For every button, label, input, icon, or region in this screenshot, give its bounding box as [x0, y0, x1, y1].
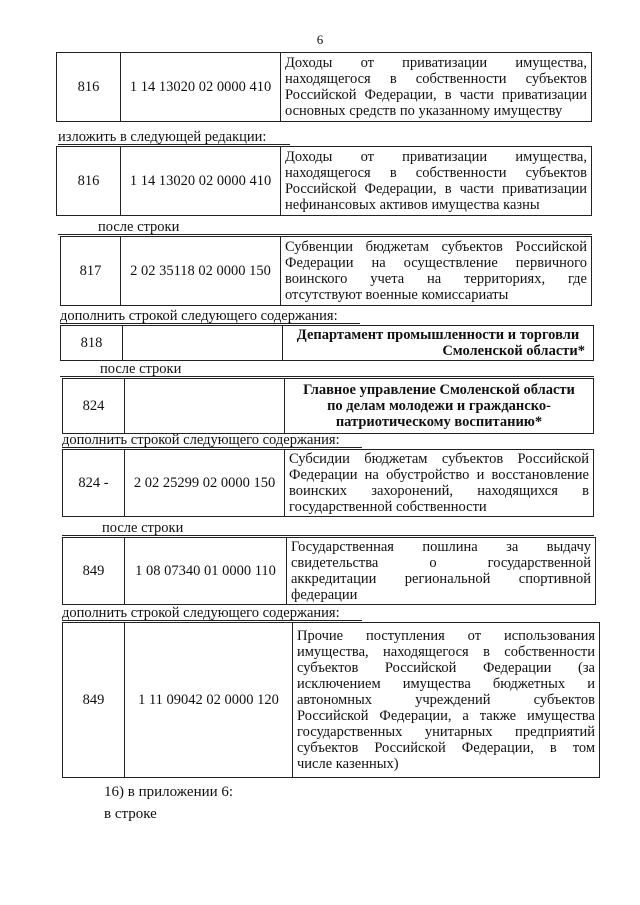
row-number: 817 [61, 237, 121, 306]
row-description [285, 450, 594, 517]
budget-code: 1 14 13020 02 0000 410 [121, 53, 281, 122]
description-line: государственных унитарных предприятий [297, 724, 595, 740]
row-number: 849 [63, 623, 125, 778]
heading-line: Департамент промышленности и торговли [296, 327, 580, 343]
description-line: числе казенных) [297, 756, 399, 772]
budget-code: 2 02 25299 02 0000 150 [125, 450, 285, 517]
description-line: субъектов Российской Федерации, в том [297, 740, 595, 756]
row-number: 824 - [63, 450, 125, 517]
budget-code [125, 379, 285, 434]
description-line: свидетельства о государственной [291, 555, 591, 571]
row-description [281, 237, 592, 306]
description-line: аккредитации региональной спортивной [291, 571, 591, 587]
description-line: федерации [291, 587, 358, 603]
table-row [56, 146, 592, 216]
instruction-text: дополнить строкой следующего содержания: [62, 432, 340, 448]
row-number: 816 [57, 53, 121, 122]
description-line: Доходы от приватизации имущества, [285, 55, 587, 71]
description-line: Федерации на обустройство и восстановление [289, 467, 589, 483]
description-line: исключением имущества бюджетных и [297, 676, 595, 692]
description-line: воинского учета на территориях, где [285, 271, 587, 287]
page-number: 6 [316, 32, 324, 47]
table-row [62, 449, 594, 517]
budget-code: 1 08 07340 01 0000 110 [125, 538, 287, 605]
instruction-text: изложить в следующей редакции: [58, 129, 267, 145]
department-heading [283, 326, 594, 361]
description-line: Государственная пошлина за выдачу [291, 539, 591, 555]
paragraph-text: 16) в приложении 6: [104, 784, 234, 800]
row-number: 818 [61, 326, 123, 361]
description-line: государственной собственности [289, 499, 487, 515]
budget-code: 1 11 09042 02 0000 120 [125, 623, 293, 778]
table-row [60, 236, 592, 306]
instruction-text: после строки [102, 520, 184, 536]
heading-line: патриотическому воспитанию* [335, 414, 543, 430]
description-line: Российской Федерации, в части приватизации [285, 181, 587, 197]
description-line: Субвенции бюджетам субъектов Российской [285, 239, 587, 255]
paragraph-text: в строке [104, 806, 157, 822]
description-line: воинских захоронений, находящихся в [289, 483, 589, 499]
heading-line: по делам молодежи и гражданско- [327, 398, 551, 414]
description-line: Российской Федерации, а также имущества [297, 708, 595, 724]
table-row [62, 378, 594, 434]
row-number: 816 [57, 147, 121, 216]
description-line: нефинансовых активов имущества казны [285, 197, 540, 213]
instruction-text: после строки [100, 361, 182, 377]
description-line: основных средств по указанному имуществу [285, 103, 563, 119]
row-description [281, 147, 592, 216]
department-heading [285, 379, 594, 434]
row-description [293, 623, 600, 778]
row-number: 824 [63, 379, 125, 434]
table-row [56, 52, 592, 122]
description-line: Доходы от приватизации имущества, [285, 149, 587, 165]
row-description [287, 538, 596, 605]
description-line: Российской Федерации, в части приватизации [285, 87, 587, 103]
description-line: находящегося в собственности субъектов [285, 165, 587, 181]
instruction-text: дополнить строкой следующего содержания: [62, 605, 340, 621]
budget-code: 2 02 35118 02 0000 150 [121, 237, 281, 306]
budget-code [123, 326, 283, 361]
table-row [60, 325, 594, 361]
description-line: Субсидии бюджетам субъектов Российской [289, 451, 589, 467]
description-line: Федерации на осуществление первичного [285, 255, 587, 271]
budget-code: 1 14 13020 02 0000 410 [121, 147, 281, 216]
description-line: отсутствуют военные комиссариаты [285, 287, 509, 303]
description-line: автономных учреждений субъектов [297, 692, 595, 708]
instruction-text: дополнить строкой следующего содержания: [60, 308, 338, 324]
table-row [62, 537, 596, 605]
table-row [62, 622, 600, 778]
heading-line: Смоленской области* [442, 343, 585, 359]
instruction-text: после строки [98, 219, 180, 235]
row-number: 849 [63, 538, 125, 605]
description-line: находящегося в собственности субъектов [285, 71, 587, 87]
description-line: субъектов Российской Федерации (за [297, 660, 595, 676]
description-line: имущества, находящегося в собственности [297, 644, 595, 660]
heading-line: Главное управление Смоленской области [303, 382, 575, 398]
description-line: Прочие поступления от использования [297, 628, 595, 644]
row-description [281, 53, 592, 122]
